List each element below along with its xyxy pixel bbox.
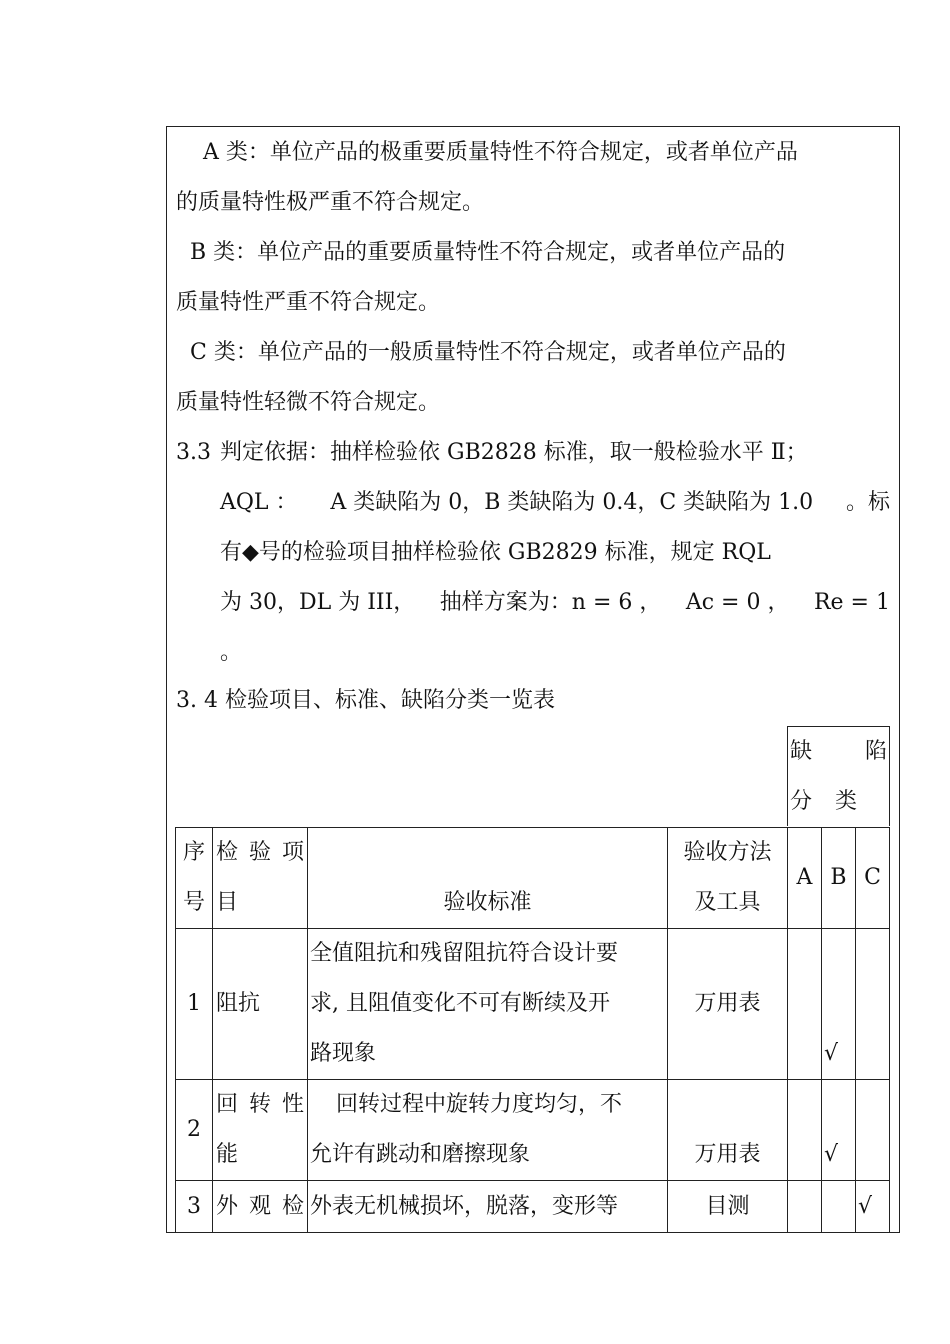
inspection-table [175,827,890,1233]
defect-header-char1: 缺 [790,739,813,764]
section-3-3-line4 [220,578,890,628]
row-method: 万用表 [668,1080,788,1181]
row-class-c [856,1181,890,1233]
header-class-b: B [822,828,856,929]
table-row [176,1181,890,1233]
row-no: 1 [176,929,213,1080]
table-row [176,929,890,1080]
header-method: 验收方法 及工具 [668,828,788,929]
table-header-row [176,828,890,929]
rql-dl: 为 30，DL 为 III， [220,590,416,615]
check-mark: √ [858,1193,873,1219]
sampling-plan-ac: Ac = 0 ， [685,590,790,615]
row-method: 目测 [668,1181,788,1233]
section-3-3-line1: 判定依据：抽样检验依 GB2828 标准，取一般检验水平 Ⅱ； [220,440,808,465]
row-standard: 全值阻抗和残留阻抗符合设计要 求, 且阻值变化不可有断续及开 路现象 [308,929,668,1080]
row-class-c [856,1080,890,1181]
row-class-b [822,1181,856,1233]
header-item: 检 验 项 目 [213,828,308,929]
check-mark: √ [824,1142,839,1167]
row-class-a [788,929,822,1080]
row-item: 阻抗 [213,929,308,1080]
class-a-line1: A 类：单位产品的极重要质量特性不符合规定，或者单位产品 [203,140,798,165]
row-item: 外 观 检 [213,1181,308,1233]
section-3-3-line3: 有◆号的检验项目抽样检验依 GB2829 标准，规定 RQL [220,540,771,565]
section-3-3-number: 3.3 [176,440,211,465]
sampling-plan-re: Re = 1 [813,590,890,615]
row-standard: 回转过程中旋转力度均匀，不 允许有跳动和磨擦现象 [308,1080,668,1181]
defect-header-char2: 陷 [864,739,887,764]
aql-label: AQL ： [220,490,298,515]
row-class-a [788,1080,822,1181]
table-row [176,1080,890,1181]
defect-classification-header [787,726,890,826]
check-mark: √ [824,1041,839,1066]
section-3-3-line2 [220,478,890,528]
class-b-line1: B 类：单位产品的重要质量特性不符合规定，或者单位产品的 [190,240,786,265]
sampling-plan-n: 抽样方案为：n = 6 ， [439,590,662,615]
row-standard: 外表无机械损坏，脱落，变形等 [308,1181,668,1233]
row-method: 万用表 [668,929,788,1080]
header-no: 序 号 [176,828,213,929]
row-class-b [822,1080,856,1181]
aql-values: A 类缺陷为 0，B 类缺陷为 0.4，C 类缺陷为 1.0 [330,490,814,515]
class-c-line1: C 类：单位产品的一般质量特性不符合规定，或者单位产品的 [190,340,786,365]
header-standard: 验收标准 [308,828,668,929]
row-class-a [788,1181,822,1233]
section-3-4-title: 3. 4 检验项目、标准、缺陷分类一览表 [176,688,555,713]
row-no: 2 [176,1080,213,1181]
row-no: 3 [176,1181,213,1233]
header-class-a: A [788,828,822,929]
row-item: 回 转 性 能 [213,1080,308,1181]
class-c-line2: 质量特性轻微不符合规定。 [176,390,441,415]
defect-header-row1 [788,727,889,777]
header-class-c: C [856,828,890,929]
row-class-c [856,929,890,1080]
aql-tail: 。标 [845,490,890,515]
section-3-3-line5: 。 [220,640,243,665]
defect-header-row2: 分 类 [790,789,865,814]
class-a-line2: 的质量特性极严重不符合规定。 [176,190,485,215]
class-b-line2: 质量特性严重不符合规定。 [176,290,441,315]
row-class-b [822,929,856,1080]
